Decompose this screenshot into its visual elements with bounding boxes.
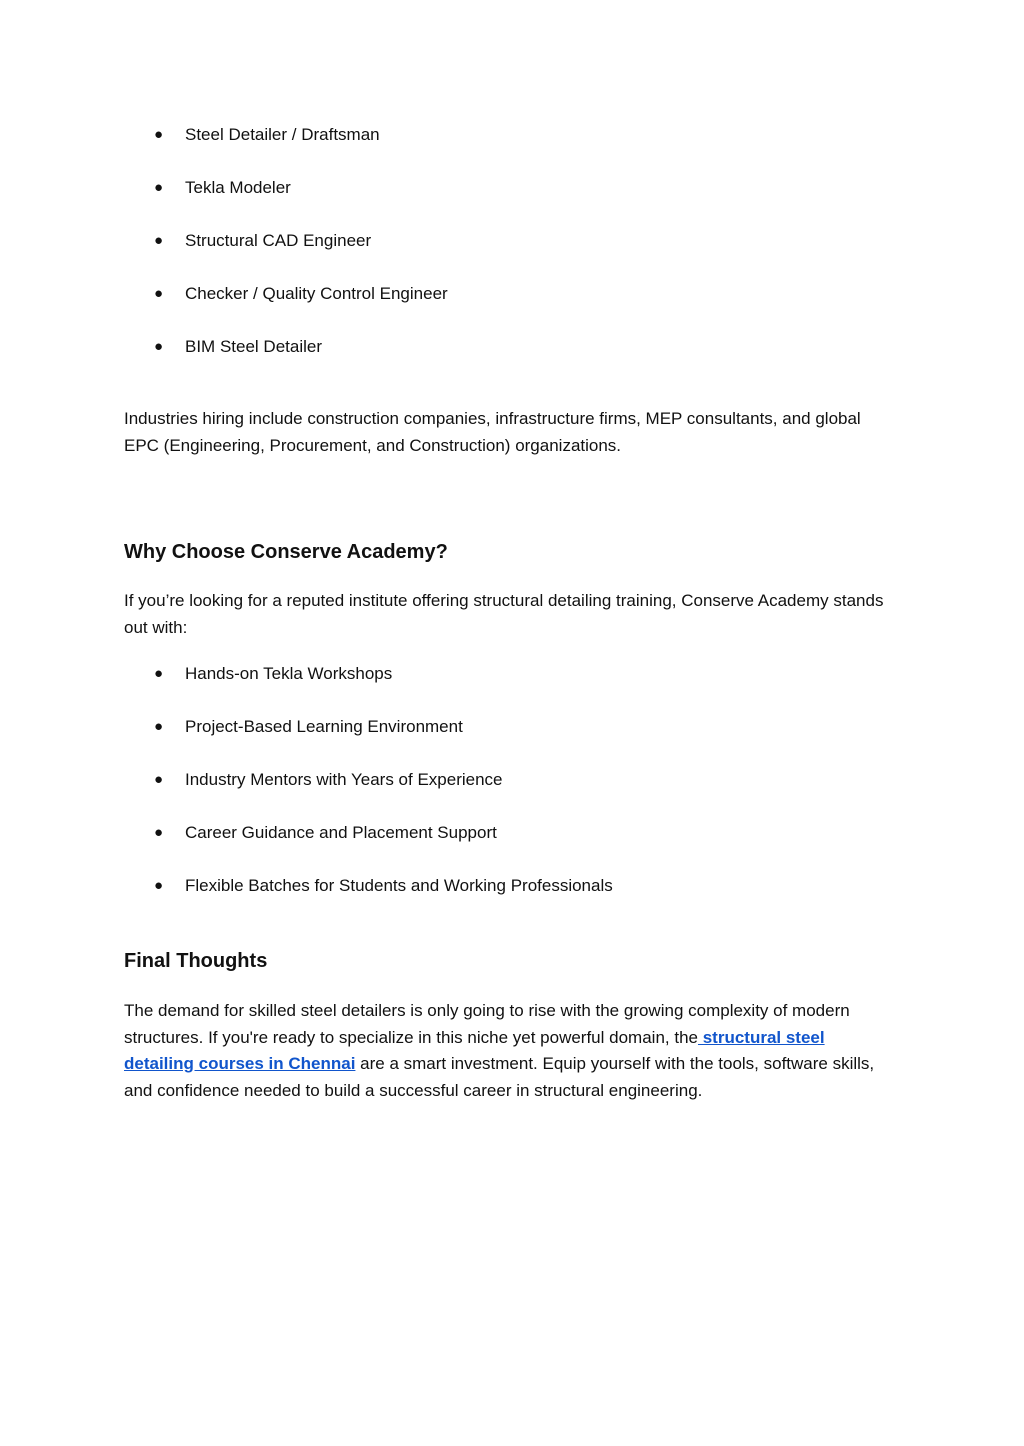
bullet-icon: ● xyxy=(154,718,164,735)
list-item xyxy=(124,818,884,871)
list-item xyxy=(124,279,884,332)
course-link[interactable]: structural steel detailing courses in Chennai xyxy=(124,1027,825,1073)
career-roles-list xyxy=(124,120,884,385)
bullet-icon: ● xyxy=(154,285,164,302)
list-item-text: Flexible Batches for Students and Working Professionals xyxy=(185,876,613,895)
bullet-icon: ● xyxy=(154,179,164,196)
list-item xyxy=(124,871,884,924)
bullet-icon: ● xyxy=(154,824,164,841)
list-item-text: Industry Mentors with Years of Experience xyxy=(185,770,503,789)
list-item-text: Structural CAD Engineer xyxy=(185,231,372,250)
final-thoughts-heading: Final Thoughts xyxy=(124,950,268,972)
list-item xyxy=(124,712,884,765)
list-item-text: Steel Detailer / Draftsman xyxy=(185,125,380,144)
list-item xyxy=(124,659,884,712)
bullet-icon: ● xyxy=(154,665,164,682)
document-content xyxy=(124,120,884,1104)
bullet-icon: ● xyxy=(154,877,164,894)
bullet-icon: ● xyxy=(154,771,164,788)
list-item-text: Hands-on Tekla Workshops xyxy=(185,664,393,683)
list-item-text: BIM Steel Detailer xyxy=(185,337,322,356)
academy-features-list xyxy=(124,659,884,924)
final-text-before-link: The demand for skilled steel detailers is only going to rise with the growing complexity of modern structures. If you're ready to specialize in this niche yet powerful domain, the xyxy=(124,1001,850,1047)
why-choose-intro: If you’re looking for a reputed institute offering structural detailing training, Conserve Academy stands out with: xyxy=(124,591,884,637)
list-item-text: Project-Based Learning Environment xyxy=(185,717,463,736)
list-item xyxy=(124,226,884,279)
bullet-icon: ● xyxy=(154,338,164,355)
final-thoughts-paragraph xyxy=(124,998,884,1104)
industries-paragraph: Industries hiring include construction companies, infrastructure firms, MEP consultants, and global EPC (Engineering, Procurement, and Construction) organizations. xyxy=(124,409,861,455)
list-item-text: Career Guidance and Placement Support xyxy=(185,823,497,842)
list-item-text: Checker / Quality Control Engineer xyxy=(185,284,448,303)
final-text-after-link: are a smart investment. Equip yourself with the tools, software skills, and confidence needed to build a successful career in structural engineering. xyxy=(124,1054,875,1100)
list-item xyxy=(124,120,884,173)
list-item xyxy=(124,173,884,226)
list-item xyxy=(124,765,884,818)
list-item-text: Tekla Modeler xyxy=(185,178,291,197)
list-item xyxy=(124,332,884,385)
bullet-icon: ● xyxy=(154,232,164,249)
why-choose-heading: Why Choose Conserve Academy? xyxy=(124,541,448,563)
bullet-icon: ● xyxy=(154,126,164,143)
